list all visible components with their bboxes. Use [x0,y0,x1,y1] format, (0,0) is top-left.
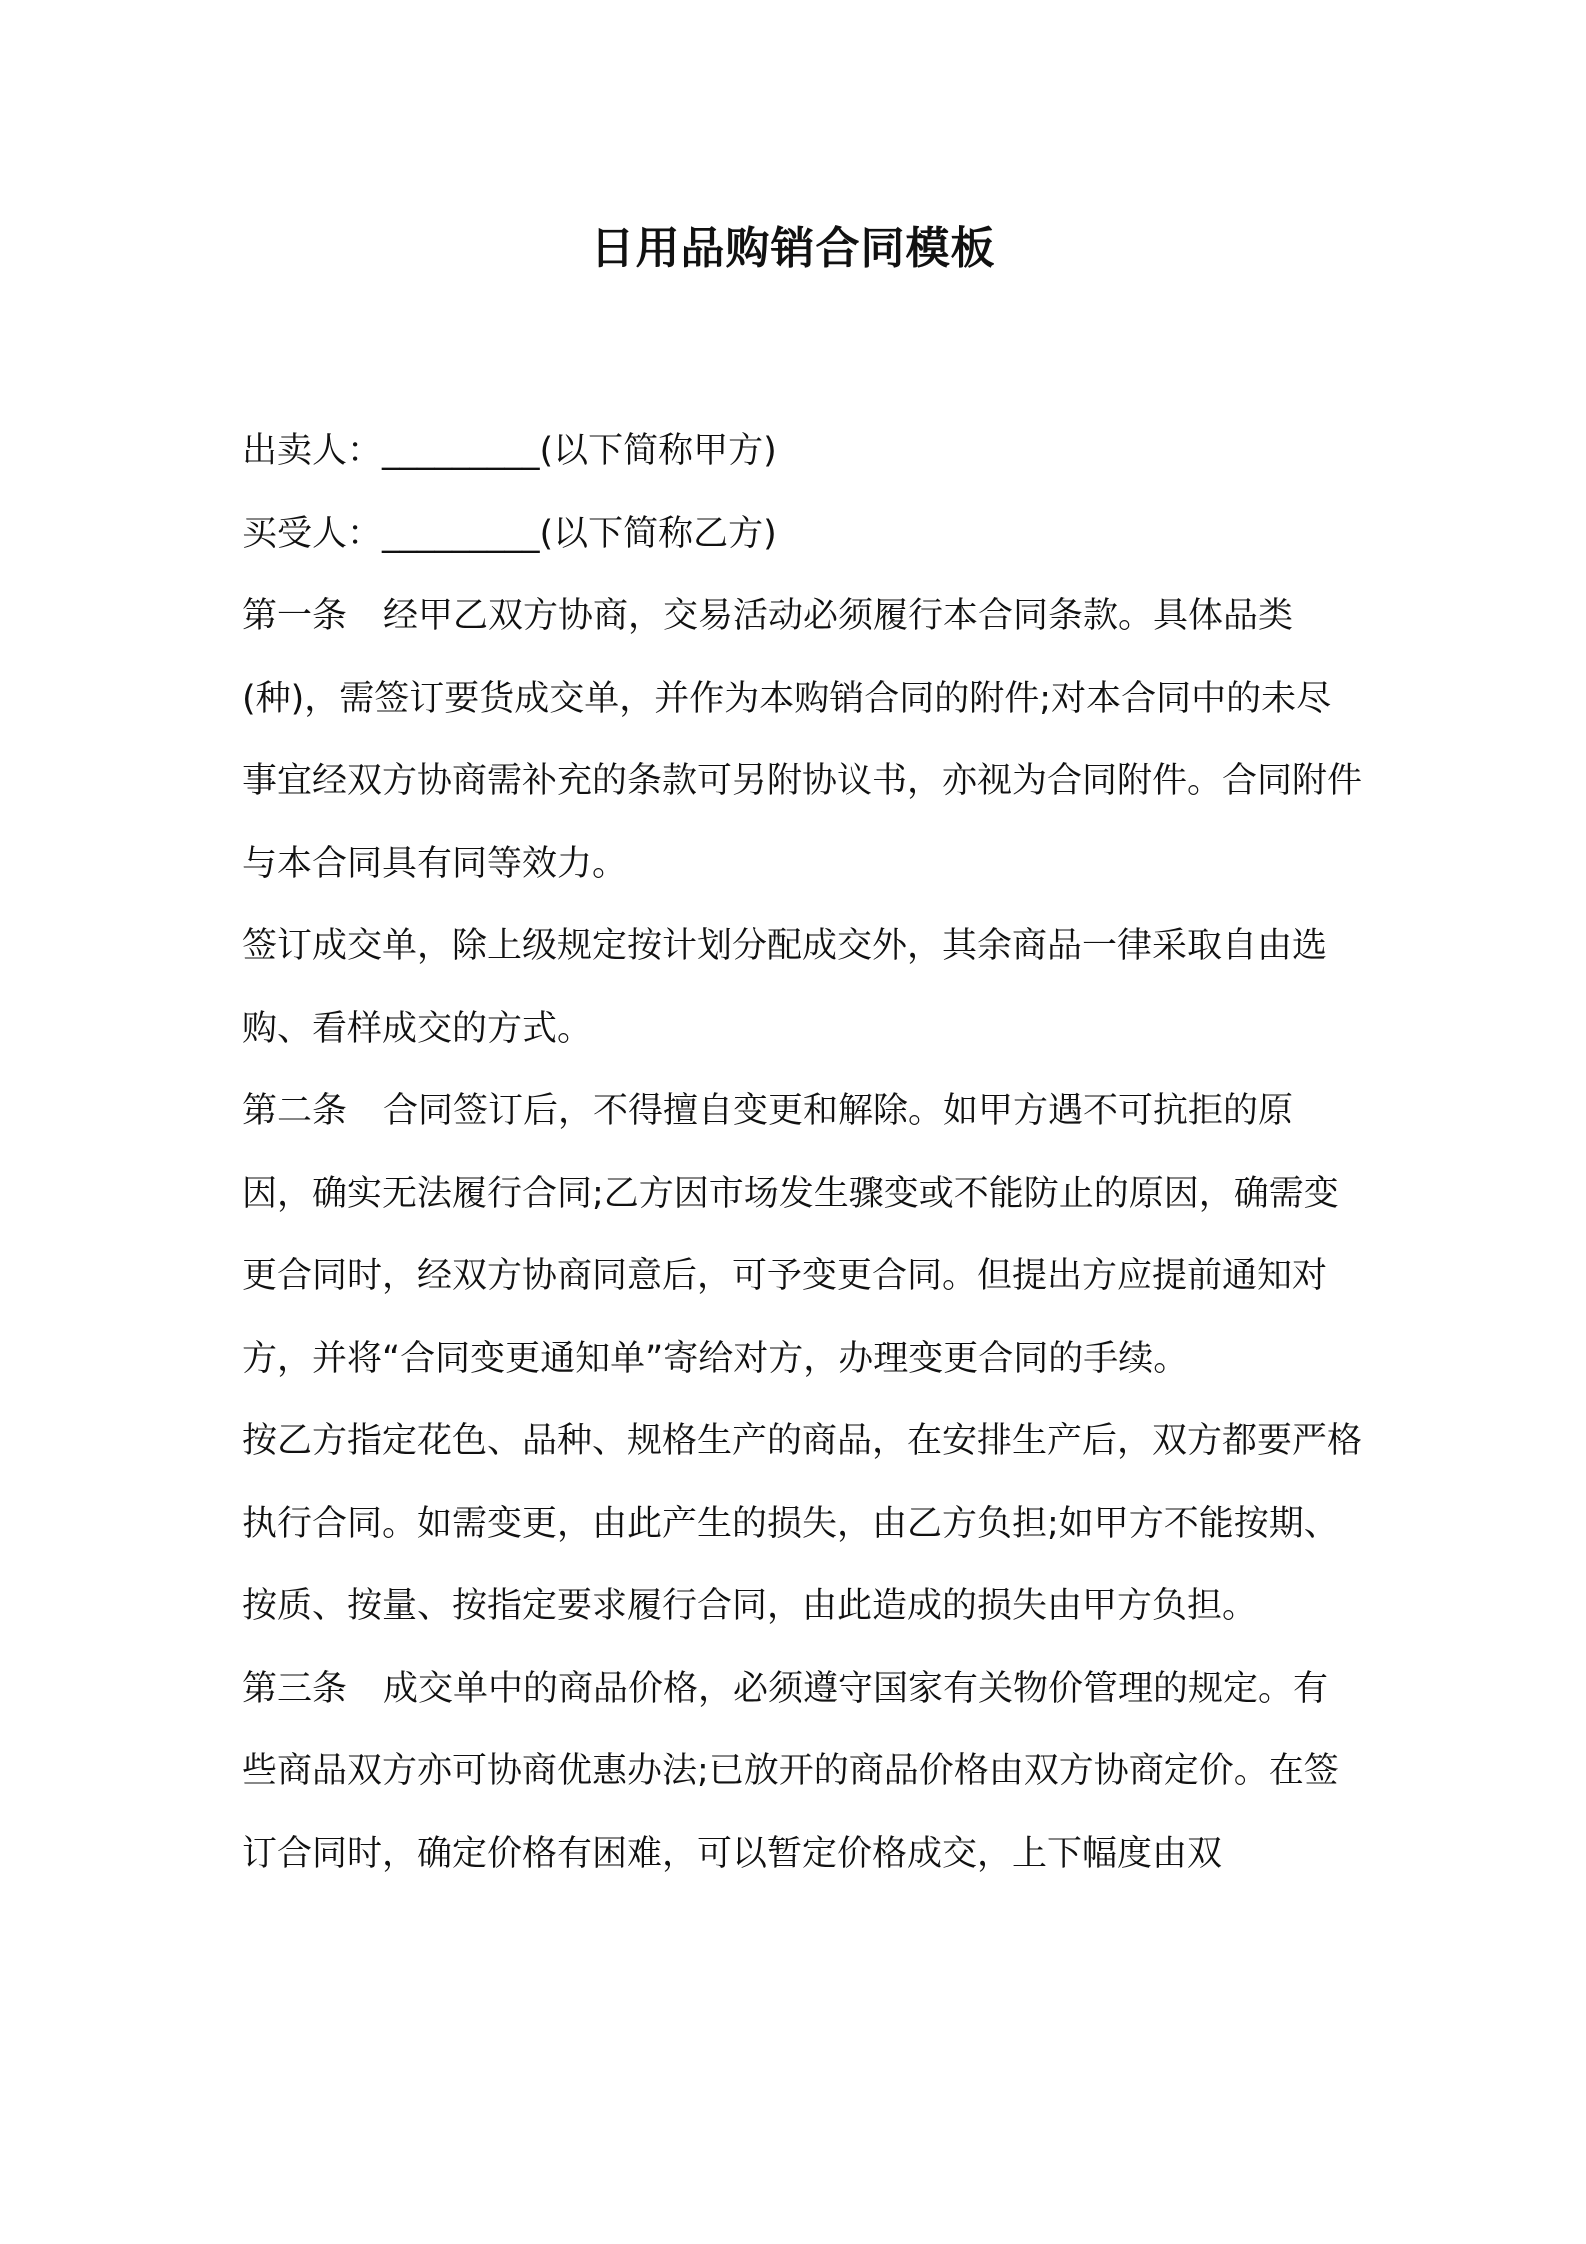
clause-3-heading: 第三条 [242,1668,348,1709]
clause-2-text: 合同签订后，不得擅自变更和解除。如甲方遇不可抗拒的原因，确实无法履行合同;乙方因市场发生骤变或不能防止的原因，确需变更合同时，经双方协商同意后，可予变更合同。但提出方应提前通知对方，并将“合同变更通知单”寄给对方，办理变更合同的手续。 [242,1091,1339,1379]
clause-3-text: 成交单中的商品价格，必须遵守国家有关物价管理的规定。有些商品双方亦可协商优惠办法;已放开的商品价格由双方协商定价。在签订合同时，确定价格有困难，可以暂定价格成交，上下幅度由双 [242,1668,1339,1874]
clause-2 [242,1070,1362,1400]
document-title: 日用品购销合同模板 [590,223,996,274]
document-body [242,410,1362,1895]
clause-1-heading: 第一条 [242,596,348,636]
seller-line: 出卖人：_________(以下简称甲方) [242,431,777,471]
clause-2-heading: 第二条 [242,1091,348,1131]
clause-1-paragraph-2: 签订成交单，除上级规定按计划分配成交外，其余商品一律采取自由选购、看样成交的方式。 [242,926,1328,1049]
buyer-line: 买受人：_________(以下简称乙方) [242,513,777,554]
clause-2-paragraph-2: 按乙方指定花色、品种、规格生产的商品，在安排生产后，双方都要严格执行合同。如需变更，由此产生的损失，由乙方负担;如甲方不能按期、按质、按量、按指定要求履行合同，由此造成的损失由甲方负担。 [242,1421,1363,1626]
clause-3 [242,1648,1362,1896]
clause-1 [242,575,1362,905]
clause-1-text: 经甲乙双方协商，交易活动必须履行本合同条款。具体品类(种)，需签订要货成交单，并作为本购销合同的附件;对本合同中的未尽事宜经双方协商需补充的条款可另附协议书，亦视为合同附件。合同附件与本合同具有同等效力。 [242,596,1363,884]
